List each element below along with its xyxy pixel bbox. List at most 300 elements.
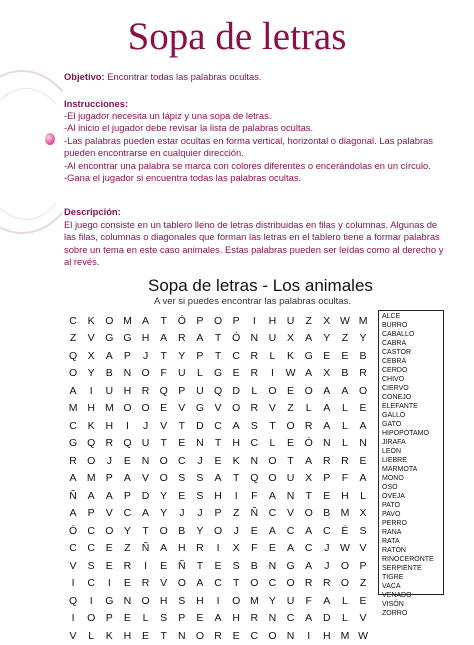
grid-letter[interactable]: W <box>339 314 350 327</box>
grid-letter[interactable]: E <box>142 629 150 642</box>
grid-letter[interactable]: É <box>341 524 349 537</box>
grid-letter[interactable]: M <box>86 472 96 485</box>
grid-letter[interactable]: L <box>197 367 203 380</box>
grid-letter[interactable]: L <box>342 402 348 415</box>
grid-letter[interactable]: A <box>305 454 313 467</box>
grid-letter[interactable]: H <box>159 594 168 607</box>
grid-letter[interactable]: P <box>178 384 186 397</box>
grid-letter[interactable]: A <box>142 507 150 520</box>
grid-letter[interactable]: Y <box>196 524 204 537</box>
grid-letter[interactable]: S <box>196 472 204 485</box>
grid-letter[interactable]: O <box>268 472 277 485</box>
grid-letter[interactable]: W <box>339 542 350 555</box>
grid-letter[interactable]: K <box>87 314 95 327</box>
grid-letter[interactable]: J <box>106 454 112 467</box>
grid-letter[interactable]: U <box>105 384 114 397</box>
grid-letter[interactable]: Z <box>305 314 312 327</box>
grid-letter[interactable]: Z <box>359 577 367 590</box>
grid-letter[interactable]: I <box>307 629 311 642</box>
grid-letter[interactable]: N <box>359 437 367 450</box>
grid-letter[interactable]: C <box>323 524 331 537</box>
grid-letter[interactable]: I <box>71 612 75 625</box>
grid-letter[interactable]: U <box>141 437 150 450</box>
grid-letter[interactable]: A <box>160 542 168 555</box>
grid-letter[interactable]: N <box>178 629 186 642</box>
grid-letter[interactable]: X <box>359 507 367 520</box>
grid-letter[interactable]: P <box>87 507 95 520</box>
grid-letter[interactable]: R <box>214 629 222 642</box>
grid-letter[interactable]: I <box>107 577 111 590</box>
grid-letter[interactable]: X <box>287 332 295 345</box>
grid-letter[interactable]: E <box>105 542 113 555</box>
grid-letter[interactable]: V <box>105 507 113 520</box>
grid-letter[interactable]: Z <box>232 507 240 520</box>
grid-letter[interactable]: G <box>68 437 78 450</box>
grid-letter[interactable]: E <box>287 384 295 397</box>
grid-letter[interactable]: S <box>160 612 168 625</box>
grid-letter[interactable]: A <box>105 349 113 362</box>
grid-letter[interactable]: M <box>123 314 132 327</box>
grid-letter[interactable]: L <box>305 402 312 415</box>
grid-letter[interactable]: K <box>87 419 95 432</box>
grid-letter[interactable]: L <box>251 384 258 397</box>
grid-letter[interactable]: Ó <box>232 332 241 345</box>
grid-letter[interactable]: H <box>141 332 150 345</box>
grid-letter[interactable]: Y <box>160 489 168 502</box>
grid-letter[interactable]: M <box>358 314 368 327</box>
grid-letter[interactable]: G <box>123 332 132 345</box>
grid-letter[interactable]: O <box>105 314 114 327</box>
grid-letter[interactable]: N <box>123 367 132 380</box>
grid-letter[interactable]: I <box>144 559 148 572</box>
grid-letter[interactable]: A <box>305 367 313 380</box>
grid-letter[interactable]: H <box>323 629 331 642</box>
grid-letter[interactable]: C <box>286 612 295 625</box>
grid-letter[interactable]: M <box>249 594 259 607</box>
grid-letter[interactable]: T <box>142 524 149 537</box>
grid-letter[interactable]: N <box>323 437 331 450</box>
grid-letter[interactable]: R <box>304 419 313 432</box>
grid-letter[interactable]: T <box>160 349 167 362</box>
grid-letter[interactable]: C <box>178 454 186 467</box>
grid-letter[interactable]: I <box>234 489 238 502</box>
grid-letter[interactable]: E <box>178 437 186 450</box>
grid-letter[interactable]: F <box>251 489 258 502</box>
grid-letter[interactable]: E <box>323 349 331 362</box>
grid-letter[interactable]: C <box>69 419 77 432</box>
grid-letter[interactable]: A <box>287 542 295 555</box>
grid-letter[interactable]: G <box>105 594 114 607</box>
grid-letter[interactable]: E <box>160 402 168 415</box>
grid-letter[interactable]: C <box>69 542 77 555</box>
grid-letter[interactable]: T <box>214 332 222 345</box>
grid-letter[interactable]: X <box>232 542 240 555</box>
grid-letter[interactable]: E <box>178 489 186 502</box>
grid-letter[interactable]: L <box>342 594 348 607</box>
grid-letter[interactable]: P <box>323 472 331 485</box>
grid-letter[interactable]: W <box>285 367 296 380</box>
grid-letter[interactable]: K <box>287 349 295 362</box>
grid-letter[interactable]: R <box>323 577 331 590</box>
grid-letter[interactable]: B <box>105 367 113 380</box>
grid-letter[interactable]: M <box>340 507 350 520</box>
grid-letter[interactable]: I <box>71 577 75 590</box>
grid-letter[interactable]: O <box>195 629 205 642</box>
grid-letter[interactable]: O <box>105 524 114 537</box>
grid-letter[interactable]: U <box>196 384 204 397</box>
grid-letter[interactable]: P <box>123 349 131 362</box>
grid-letter[interactable]: C <box>214 577 222 590</box>
grid-letter[interactable]: Ñ <box>141 542 150 555</box>
grid-letter[interactable]: A <box>323 594 331 607</box>
grid-letter[interactable]: E <box>232 629 240 642</box>
grid-letter[interactable]: Z <box>341 332 349 345</box>
grid-letter[interactable]: S <box>196 489 204 502</box>
grid-letter[interactable]: Q <box>159 384 168 397</box>
grid-letter[interactable]: P <box>359 559 367 572</box>
grid-letter[interactable]: O <box>286 419 295 432</box>
grid-letter[interactable]: A <box>341 384 349 397</box>
grid-letter[interactable]: G <box>304 349 313 362</box>
grid-letter[interactable]: A <box>160 332 168 345</box>
grid-letter[interactable]: D <box>141 489 150 502</box>
grid-letter[interactable]: A <box>323 419 331 432</box>
grid-letter[interactable]: H <box>341 489 349 502</box>
grid-letter[interactable]: E <box>123 454 131 467</box>
grid-letter[interactable]: Q <box>87 437 96 450</box>
grid-letter[interactable]: B <box>250 559 258 572</box>
grid-letter[interactable]: N <box>141 454 150 467</box>
grid-letter[interactable]: A <box>305 559 313 572</box>
grid-letter[interactable]: I <box>252 314 256 327</box>
grid-letter[interactable]: R <box>141 577 150 590</box>
grid-letter[interactable]: P <box>232 314 240 327</box>
grid-letter[interactable]: C <box>87 577 95 590</box>
grid-letter[interactable]: L <box>342 419 348 432</box>
grid-letter[interactable]: J <box>197 454 203 467</box>
grid-letter[interactable]: O <box>232 594 241 607</box>
grid-letter[interactable]: H <box>123 384 132 397</box>
grid-letter[interactable]: X <box>305 472 313 485</box>
grid-letter[interactable]: C <box>268 507 277 520</box>
grid-letter[interactable]: C <box>232 349 240 362</box>
grid-letter[interactable]: H <box>232 437 240 450</box>
grid-letter[interactable]: P <box>196 314 204 327</box>
grid-letter[interactable]: A <box>214 472 222 485</box>
grid-letter[interactable]: E <box>323 489 331 502</box>
grid-letter[interactable]: Q <box>68 594 78 607</box>
grid-letter[interactable]: Q <box>123 437 132 450</box>
grid-letter[interactable]: O <box>268 454 277 467</box>
grid-letter[interactable]: N <box>123 594 132 607</box>
grid-letter[interactable]: K <box>232 454 240 467</box>
grid-letter[interactable]: O <box>304 507 313 520</box>
grid-letter[interactable]: O <box>177 577 186 590</box>
grid-letter[interactable]: J <box>142 419 149 432</box>
grid-letter[interactable]: L <box>269 349 276 362</box>
grid-letter[interactable]: E <box>123 577 131 590</box>
grid-letter[interactable]: H <box>123 629 132 642</box>
grid-letter[interactable]: J <box>142 349 149 362</box>
grid-letter[interactable]: V <box>268 402 276 415</box>
grid-letter[interactable]: R <box>304 577 313 590</box>
grid-letter[interactable]: E <box>341 349 349 362</box>
grid-letter[interactable]: Ó <box>68 524 78 537</box>
grid-letter[interactable]: P <box>178 612 186 625</box>
grid-letter[interactable]: N <box>250 454 259 467</box>
grid-letter[interactable]: B <box>323 507 331 520</box>
grid-letter[interactable]: O <box>159 454 168 467</box>
grid-letter[interactable]: S <box>87 559 95 572</box>
grid-letter[interactable]: I <box>216 542 220 555</box>
grid-letter[interactable]: A <box>232 419 240 432</box>
grid-letter[interactable]: E <box>232 367 240 380</box>
grid-letter[interactable]: C <box>268 577 277 590</box>
grid-letter[interactable]: A <box>123 472 131 485</box>
grid-letter[interactable]: V <box>214 402 222 415</box>
grid-letter[interactable]: L <box>342 612 348 625</box>
grid-letter[interactable]: O <box>159 524 168 537</box>
grid-letter[interactable]: P <box>105 612 113 625</box>
grid-letter[interactable]: Q <box>213 384 223 397</box>
grid-letter[interactable]: Y <box>160 507 168 520</box>
grid-letter[interactable]: V <box>359 542 367 555</box>
grid-letter[interactable]: E <box>250 524 258 537</box>
grid-letter[interactable]: O <box>232 402 241 415</box>
grid-letter[interactable]: X <box>87 349 95 362</box>
grid-letter[interactable]: E <box>105 559 113 572</box>
grid-letter[interactable]: T <box>305 489 312 502</box>
grid-letter[interactable]: J <box>197 507 203 520</box>
grid-letter[interactable]: L <box>142 612 149 625</box>
grid-letter[interactable]: A <box>69 507 77 520</box>
grid-letter[interactable]: R <box>250 367 259 380</box>
grid-letter[interactable]: G <box>213 367 223 380</box>
grid-letter[interactable]: I <box>270 367 274 380</box>
grid-letter[interactable]: V <box>69 559 77 572</box>
grid-letter[interactable]: I <box>89 384 93 397</box>
grid-letter[interactable]: T <box>160 314 167 327</box>
grid-letter[interactable]: Ñ <box>69 489 77 502</box>
grid-letter[interactable]: C <box>250 629 259 642</box>
grid-letter[interactable]: F <box>341 472 349 485</box>
grid-letter[interactable]: R <box>359 367 367 380</box>
grid-letter[interactable]: J <box>324 542 330 555</box>
grid-letter[interactable]: Q <box>68 349 78 362</box>
grid-letter[interactable]: A <box>87 489 95 502</box>
grid-letter[interactable]: L <box>342 437 348 450</box>
grid-letter[interactable]: A <box>305 524 313 537</box>
grid-letter[interactable]: R <box>141 384 150 397</box>
grid-letter[interactable]: A <box>142 314 150 327</box>
grid-letter[interactable]: T <box>232 577 240 590</box>
grid-letter[interactable]: A <box>196 577 204 590</box>
grid-letter[interactable]: E <box>359 454 367 467</box>
grid-letter[interactable]: T <box>160 437 167 450</box>
grid-letter[interactable]: L <box>88 629 95 642</box>
grid-letter[interactable]: Q <box>250 472 259 485</box>
grid-letter[interactable]: A <box>268 489 276 502</box>
grid-letter[interactable]: Z <box>69 332 77 345</box>
grid-letter[interactable]: P <box>196 349 204 362</box>
grid-letter[interactable]: V <box>142 472 150 485</box>
grid-letter[interactable]: X <box>323 367 331 380</box>
grid-letter[interactable]: N <box>286 629 295 642</box>
grid-letter[interactable]: N <box>268 612 277 625</box>
grid-letter[interactable]: O <box>141 594 150 607</box>
grid-letter[interactable]: H <box>214 489 222 502</box>
grid-letter[interactable]: Ñ <box>250 507 259 520</box>
grid-letter[interactable]: Z <box>124 542 131 555</box>
grid-letter[interactable]: O <box>286 577 295 590</box>
grid-letter[interactable]: Y <box>178 349 186 362</box>
grid-letter[interactable]: V <box>160 577 168 590</box>
grid-letter[interactable]: Y <box>359 332 367 345</box>
grid-letter[interactable]: D <box>323 612 331 625</box>
grid-letter[interactable]: C <box>87 524 95 537</box>
grid-letter[interactable]: H <box>105 419 114 432</box>
grid-letter[interactable]: O <box>87 454 96 467</box>
grid-letter[interactable]: G <box>286 559 295 572</box>
grid-letter[interactable]: A <box>305 612 313 625</box>
grid-letter[interactable]: A <box>214 612 222 625</box>
grid-letter[interactable]: P <box>123 489 131 502</box>
grid-letter[interactable]: O <box>268 384 277 397</box>
grid-letter[interactable]: L <box>360 489 366 502</box>
grid-letter[interactable]: A <box>305 332 313 345</box>
grid-letter[interactable]: A <box>196 332 204 345</box>
grid-letter[interactable]: C <box>69 314 77 327</box>
grid-letter[interactable]: H <box>87 402 95 415</box>
grid-letter[interactable]: A <box>69 384 77 397</box>
grid-letter[interactable]: O <box>304 384 313 397</box>
grid-letter[interactable]: Ó <box>304 437 313 450</box>
grid-letter[interactable]: O <box>268 629 277 642</box>
grid-letter[interactable]: E <box>287 437 295 450</box>
grid-letter[interactable]: A <box>323 384 331 397</box>
grid-letter[interactable]: V <box>287 507 295 520</box>
grid-letter[interactable]: I <box>125 419 129 432</box>
grid-letter[interactable]: R <box>123 559 132 572</box>
grid-letter[interactable]: S <box>359 524 367 537</box>
grid-letter[interactable]: O <box>159 472 168 485</box>
grid-letter[interactable]: T <box>269 419 276 432</box>
grid-letter[interactable]: X <box>323 314 331 327</box>
grid-letter[interactable]: E <box>196 612 204 625</box>
grid-letter[interactable]: O <box>340 577 350 590</box>
grid-letter[interactable]: F <box>251 542 258 555</box>
grid-letter[interactable]: R <box>69 454 77 467</box>
grid-letter[interactable]: V <box>160 419 168 432</box>
grid-letter[interactable]: Z <box>287 402 294 415</box>
grid-letter[interactable]: V <box>178 402 186 415</box>
grid-letter[interactable]: I <box>216 594 220 607</box>
grid-letter[interactable]: U <box>286 314 295 327</box>
grid-letter[interactable]: O <box>358 384 368 397</box>
grid-letter[interactable]: R <box>250 612 259 625</box>
grid-letter[interactable]: E <box>160 559 168 572</box>
grid-letter[interactable]: J <box>233 524 239 537</box>
grid-letter[interactable]: S <box>232 559 240 572</box>
grid-letter[interactable]: A <box>69 472 77 485</box>
grid-letter[interactable]: C <box>214 419 222 432</box>
grid-letter[interactable]: K <box>105 629 113 642</box>
grid-letter[interactable]: R <box>323 454 331 467</box>
grid-letter[interactable]: O <box>340 559 350 572</box>
grid-letter[interactable]: T <box>178 419 186 432</box>
grid-letter[interactable]: S <box>178 594 186 607</box>
grid-letter[interactable]: E <box>359 402 367 415</box>
grid-letter[interactable]: N <box>286 489 295 502</box>
grid-letter[interactable]: B <box>359 349 367 362</box>
grid-letter[interactable]: E <box>214 559 222 572</box>
grid-letter[interactable]: H <box>196 594 204 607</box>
grid-letter[interactable]: E <box>359 594 367 607</box>
grid-letter[interactable]: Ñ <box>178 559 186 572</box>
grid-letter[interactable]: I <box>89 594 93 607</box>
grid-letter[interactable]: T <box>232 472 240 485</box>
grid-letter[interactable]: E <box>123 612 131 625</box>
grid-letter[interactable]: T <box>287 454 294 467</box>
grid-letter[interactable]: R <box>341 454 349 467</box>
grid-letter[interactable]: R <box>105 437 114 450</box>
grid-letter[interactable]: C <box>123 507 132 520</box>
grid-letter[interactable]: D <box>232 384 240 397</box>
grid-letter[interactable]: J <box>179 507 185 520</box>
grid-letter[interactable]: O <box>250 577 259 590</box>
grid-letter[interactable]: U <box>286 594 295 607</box>
grid-letter[interactable]: Ó <box>177 314 186 327</box>
grid-letter[interactable]: C <box>304 542 313 555</box>
grid-letter[interactable]: H <box>178 542 186 555</box>
grid-letter[interactable]: U <box>178 367 186 380</box>
grid-letter[interactable]: S <box>250 419 258 432</box>
grid-letter[interactable]: E <box>214 454 222 467</box>
grid-letter[interactable]: R <box>196 542 204 555</box>
grid-letter[interactable]: A <box>323 402 331 415</box>
grid-letter[interactable]: O <box>68 367 78 380</box>
grid-letter[interactable]: O <box>87 612 96 625</box>
grid-letter[interactable]: M <box>68 402 78 415</box>
grid-letter[interactable]: T <box>160 629 167 642</box>
grid-letter[interactable]: R <box>250 402 259 415</box>
grid-letter[interactable]: L <box>269 437 276 450</box>
grid-letter[interactable]: N <box>268 559 277 572</box>
grid-letter[interactable]: N <box>196 437 204 450</box>
grid-letter[interactable]: U <box>268 332 277 345</box>
grid-letter[interactable]: P <box>214 507 222 520</box>
grid-letter[interactable]: T <box>214 437 222 450</box>
grid-letter[interactable]: A <box>359 419 367 432</box>
grid-letter[interactable]: V <box>87 332 95 345</box>
grid-letter[interactable]: S <box>178 472 186 485</box>
grid-letter[interactable]: W <box>358 629 369 642</box>
grid-letter[interactable]: A <box>268 524 276 537</box>
grid-letter[interactable]: V <box>69 629 77 642</box>
grid-letter[interactable]: H <box>232 612 240 625</box>
grid-letter[interactable]: V <box>359 612 367 625</box>
grid-letter[interactable]: B <box>178 524 186 537</box>
grid-letter[interactable]: Y <box>123 524 131 537</box>
grid-letter[interactable]: G <box>105 332 114 345</box>
grid-letter[interactable]: M <box>340 629 350 642</box>
grid-letter[interactable]: T <box>196 559 204 572</box>
grid-letter[interactable]: N <box>250 332 259 345</box>
grid-letter[interactable]: E <box>268 542 276 555</box>
grid-letter[interactable]: C <box>250 437 259 450</box>
grid-letter[interactable]: Y <box>87 367 95 380</box>
grid-letter[interactable]: M <box>104 402 114 415</box>
